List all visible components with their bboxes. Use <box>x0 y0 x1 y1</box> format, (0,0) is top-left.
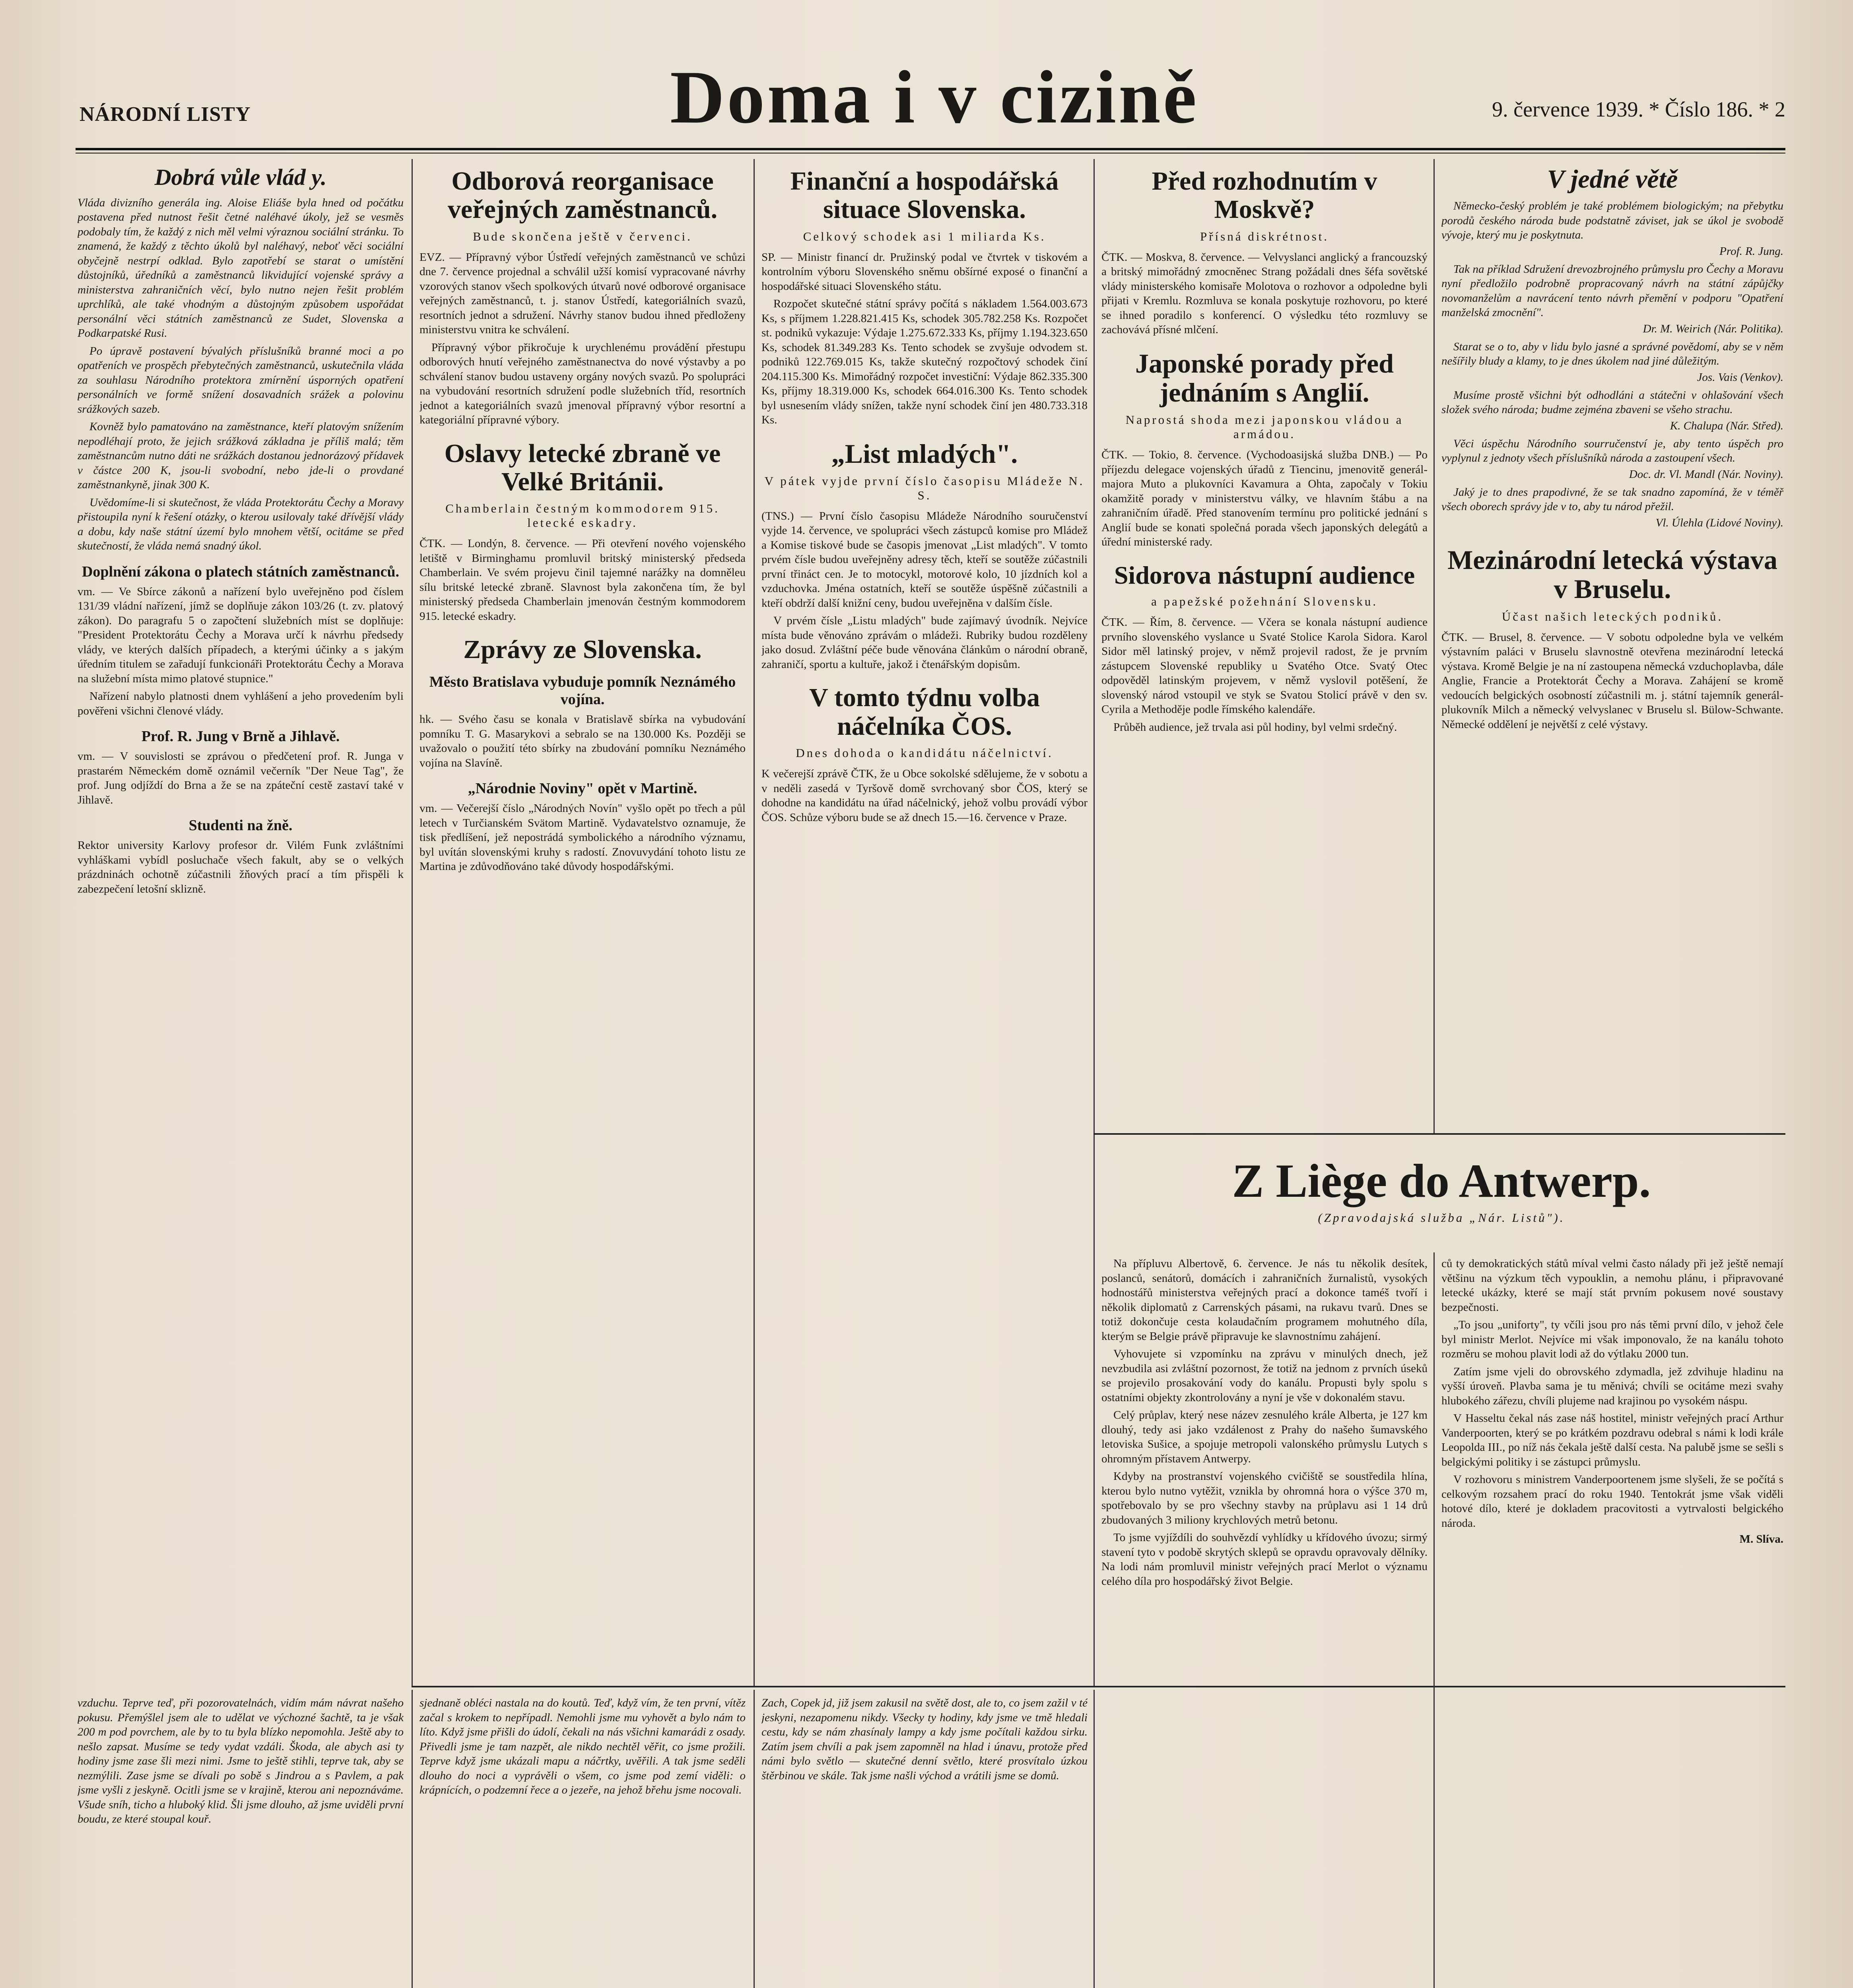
column-divider <box>1433 1252 1435 1988</box>
column-divider <box>1433 159 1435 1133</box>
column-divider <box>754 159 755 1686</box>
headline: V tomto týdnu volba náčelníka ČOS. <box>809 683 1040 741</box>
feuilleton-col-3 <box>761 1696 1088 1988</box>
paragraph: Kdyby na prostranství vojenského cvičiště se soustředila hlína, kterou bylo nutno vytěžit, vznikla by ohromná hora o výšce 370 m, spotřebovalo by se pro všechny stavby na průplavu asi 1 14 drů zbudovaných 3 miliony krychlových metrů betonu. <box>1101 1470 1428 1526</box>
paragraph: vm. — V souvislosti se zprávou o předčetení prof. R. Junga v prastarém Německém domě oznámil večerník "Der Neue Tag", že prof. Jung odjíždí do Brna a že se na zpáteční cestě zastaví také v Jihlavě. <box>78 750 404 806</box>
section-heading: Město Bratislava vybuduje pomník Neznámého vojína. <box>429 674 736 708</box>
brief-item: Musíme prostě všichni být odhodláni a státečni v ohlašování všech složek svého národa; budme zejména zbaveni se všeho strachu. <box>1441 388 1783 416</box>
headline: Finanční a hospodářská situace Slovenska. <box>790 167 1059 224</box>
article-liege-header <box>1101 1143 1781 1254</box>
column-divider <box>754 1690 755 1988</box>
paragraph: Přípravný výbor přikročuje k urychlenému provádění přestupu odborových hnutí veřejného zaměstnanectva do nové výstavby a po schválení stanov budou ustaveny orgány nových svazů. Po spolupráci na vybudování resortních sdružení podle služebních tříd, resortních jednot a kategoriálních svazů jmenoval přípravný výbor resortní a kategoriální přípravné výbory. <box>420 341 746 427</box>
headline: Před rozhodnutím v Moskvě? <box>1152 167 1377 224</box>
subheadline: (Zpravodajská služba „Nár. Listů"). <box>1318 1210 1565 1225</box>
article-column-4 <box>1101 167 1428 1125</box>
signature: Dr. M. Weirich (Nár. Politika). <box>1643 322 1783 335</box>
headline: Sidorova nástupní audience <box>1114 561 1415 589</box>
column-divider <box>412 1690 413 1988</box>
paragraph: Celý průplav, který nese název zesnulého krále Alberta, je 127 km dlouhý, tedy asi jako vzdálenost z Prahy do našeho šumavského letoviska Sušice, a spojuje metropoli valonského průmyslu Lutych s ohromným přístavem Antwerpy. <box>1101 1409 1428 1465</box>
paragraph: Zach, Copek jd, již jsem zakusil na světě dost, ale to, co jsem zažil v té jeskyni, nezapomenu nikdy. Všecky ty hodiny, kdy jsme ve tmě hledali cestu, kdy se nám zhasínaly lampy a kdy jsme počítali každou sirku. Zatím jsem chvíli a pak jsem zapomněl na hlad i únavu, protože před námi bylo světlo — skutečné denní světlo, které prosvítalo úzkou štěrbinou ve skále. Tak jsme našli východ a vrátili jsme se domů. <box>761 1697 1088 1782</box>
brief-item: Tak na příklad Sdružení drevozbrojného průmyslu pro Čechy a Moravu nyní předložilo podrobně propracovaný návrh na státní zápůjčky novomanželům a navrácení tento návrh přemění v podporu "Opatření manželská zmocnění". <box>1441 262 1783 319</box>
headline: Dobrá vůle vlád y. <box>154 165 327 190</box>
paragraph: Průběh audience, jež trvala asi půl hodiny, byl velmi srdečný. <box>1113 720 1397 734</box>
subheadline: Dnes dohoda o kandidátu náčelnictví. <box>796 746 1053 760</box>
headline: Zprávy ze Slovenska. <box>463 635 702 664</box>
feuilleton-col-1 <box>78 1696 404 1988</box>
section-heading: „Národnie Noviny" opět v Martině. <box>468 780 697 797</box>
paragraph: hk. — Svého času se konala v Bratislavě sbírka na vybudování pomníku T. G. Masarykovi a sebralo se na 130.000 Ks. Později se uvažovalo o použití této sbírky na zbudování pomníku Neznámého vojína na Slavíně. <box>420 713 746 769</box>
paragraph: ČTK. — Řím, 8. července. — Včera se konala nástupní audience prvního slovenského vyslance u Svaté Stolice Karola Sidora. Karol Sidor měl latinský projev, v němž projevil radost, že je prvním zástupcem Slovenské republiky u Svatého Otce. Svatý Otec odpověděl latinským projevem, v němž vyslovil potěšení, že slovenský národ vstoupil ve styk se Svatou Stolicí právě v den sv. Cyrila a Methoděje podle římského kalendáře. <box>1101 616 1428 716</box>
paragraph: Kovněž bylo pamatováno na zaměstnance, kteří platovým snížením nepodléhají proto, že jejich srážková základna je příliš malá; těm zaměstnancům nutno dáti ne srážkách dostanou jednorázový přídavek v částce 200 K, jsou-li svobodní, nebo jde-li o provdané zaměstnankyně, jinak 300 K. <box>78 420 404 491</box>
subheadline: Chamberlain čestným kommodorem 915. letecké eskadry. <box>445 501 720 530</box>
article-liege-left <box>1101 1256 1428 1988</box>
column-divider <box>412 159 413 1686</box>
article-column-2 <box>420 167 746 1678</box>
section-title: Doma i v cizině <box>670 56 1199 139</box>
paragraph: „To jsou „uniforty", ty včíli jsou pro nás těmi první dílo, v jehož čele byl ministr Merlot. Nejvíce mi však imponovalo, že na kanálu tohoto rozměru se mohou plavit lodi až do výtlaku 2000 tun. <box>1441 1318 1783 1360</box>
headline: Oslavy letecké zbraně ve Velké Británii. <box>444 439 721 496</box>
paragraph: V rozhovoru s ministrem Vanderpoortenem jsme slyšeli, že se počítá s celkovým rozsahem prací do roku 1940. Tentokrát jsme však viděli hotové dílo, které je dokladem pracovitosti a vytrvalosti belgického národa. <box>1441 1473 1783 1530</box>
header-rule <box>76 148 1785 150</box>
paragraph: ČTK. — Moskva, 8. července. — Velvyslanci anglický a francouzský a britský mimořádný zmocněnec Strang požádali dnes šéfa sovětské vlády ministerského komisaře Molotova o rozhovor a odpoledne byli přijati v Kremlu. Rozmluva se konala poskytuje rozhovoru, po které se ihned poradilo s konferencí. O výsledku této rozmluvy se zachovává přísné mlčení. <box>1101 250 1428 336</box>
paragraph: K večerejší zprávě ČTK, že u Obce sokolské sdělujeme, že v sobotu a v neděli zasedá v Tyršově domě svrchovaný sbor ČOS, který se dohodne na kandidátu na úřad náčelnický, jehož volbu provádí výbor ČOS. Schůze výboru bude se až dnech 15.—16. července v Praze. <box>761 767 1088 824</box>
paragraph: sjednaně obléci nastala na do koutů. Teď, když vím, že ten první, vítěz začal s krokem to nepřípadl. Nemohli jsme mu vyhovět a bylo nám to líto. Když jsme přišli do údolí, čekali na nás všichni kamarádi z osady. Přivedli jsme je tam nazpět, ale nikdo nechtěl věřit, co jsme prožili. Teprve když jsme ukázali mapu a náčrtky, uvěřili. A tak jsme seděli dlouho do noci a vyprávěli o všem, co jsme pod zemí viděli: o krápnících, o podzemní řece a o jezeře, na jehož břehu jsme nocovali. <box>420 1697 746 1796</box>
paragraph: Uvědomíme-li si skutečnost, že vláda Protektorátu Čechy a Moravy přistoupila nyní k řešení otázky, o kterou usilovaly také dřívější vlády a dobu, kdy naše státní území bylo mnohem větší, ocitáme se před skutečností, že vláda nemá snadný úkol. <box>78 496 404 553</box>
signature: K. Chalupa (Nár. Střed). <box>1670 419 1783 432</box>
paragraph: Na přípluvu Albertově, 6. července. Je nás tu několik desítek, poslanců, senátorů, domácích i zahraničních žurnalistů, vysokých hodnostářů ministerstva veřejných prací a dokonce taméš tvoří i několik diplomatů z Carrenských pásami, na rukavu tvarů. Dnes se totiž dokončuje cesta kolaudačním programem mohutného díla, kterým se Belgie právě připravuje ke slavnostnímu zahájení. <box>1101 1257 1428 1343</box>
paragraph: V Hasseltu čekal nás zase náš hostitel, ministr veřejných prací Arthur Vanderpoorten, který se po krátkém pozdravu odebral s námi k lodi krále Leopolda III., po níž nás čekala ještě další cesta. Na palubě jsme se sešli s belgickými politiky i se zástupci průmyslu. <box>1441 1412 1783 1468</box>
subheadline: Naprostá shoda mezi japonskou vládou a armádou. <box>1125 413 1404 441</box>
subheadline: Bude skončena ještě v červenci. <box>473 229 692 243</box>
column-divider <box>1094 1690 1095 1988</box>
feuilleton-col-2 <box>420 1696 746 1988</box>
headline: Mezinárodní letecká výstava v Bruselu. <box>1447 544 1777 604</box>
paragraph: To jsme vyjíždíli do souhvězdí vyhlídky u křídového úvozu; sirmý stavení tyto v podobě skrytých sklepů se opravdu opravovaly dělníky. Na lodi nám promluvil ministr veřejných prací Merlot o významu celého díla pro hospodářský život Belgie. <box>1101 1531 1428 1588</box>
subheadline: a papežské požehnání Slovensku. <box>1151 594 1378 609</box>
column-divider <box>1094 159 1095 1686</box>
paragraph: ců ty demokratických států míval velmi často nálady při jež ještě nemají většinu na výzkum těch vypouklin, a nemohu plánu, i připravované letecké ukázky, které se mají stát prvním pokusem nové soustavy bezpečnosti. <box>1441 1257 1783 1314</box>
liege-divider <box>1094 1133 1785 1135</box>
brief-item: Jaký je to dnes prapodivné, že se tak snadno zapomíná, že v téměř všech oborech správy jde v to, aby tu národ přežil. <box>1441 485 1783 513</box>
paragraph: ČTK. — Tokio, 8. července. (Vychodoasijská služba DNB.) — Po příjezdu delegace vojenských úřadů z Tiencinu, jmenovitě generál-majora Muto a plukovníci Kavamura a Ohta, započaly v Tokiu okamžitě porady v ministerstvu války, ve hlavním štábu a na zahraničním úřadě. Před stanovením termínu pro politické jednání s Anglií bude se konati společná porada všech japonských delegátů a úřední ministerské rady. <box>1101 448 1428 549</box>
headline: „List mladých". <box>831 438 1018 469</box>
article-column-5 <box>1441 165 1783 1127</box>
subheadline: Celkový schodek asi 1 miliarda Ks. <box>803 229 1046 243</box>
signature: Prof. R. Jung. <box>1719 245 1783 258</box>
paragraph: Vyhovujete si vzpomínku na zprávu v minulých dnech, jež nevzbudila asi zvláštní pozornost, že totiž na jednom z prvních úseků se projevilo prosakování vody do kanálu. Propusti byly spolu s ostatními objekty zkontrolovány a nyní je vše v dokonalém stavu. <box>1101 1347 1428 1404</box>
headline: V jedné větě <box>1547 165 1678 194</box>
subheadline: V pátek vyjde první číslo časopisu Mládeže N. S. <box>764 474 1085 502</box>
paragraph: Rozpočet skutečné státní správy počítá s nákladem 1.564.003.673 Ks, s příjmem 1.228.821.415 Ks, schodek 305.782.258 Ks. Rozpočet st. podniků vykazuje: Výdaje 1.275.672.333 Ks, příjmy 1.194.323.650 Ks, schodek 81.349.283 Ks. Tento schodek se zvyšuje odvodem st. podniků 122.769.015 Ks, takže skutečný rozpočtový schodek činí 204.115.300 Ks. Mimořádný rozpočet investiční: Výdaje 862.335.300 Ks, příjmy 18.319.000 Ks, schodek 664.016.300 Ks. Tento schodek byl usnesením vlády snížen, takže nyní schodek činí jen 480.733.318 Ks. <box>761 297 1088 427</box>
headline: Japonské porady před jednáním s Anglií. <box>1135 348 1394 408</box>
section-heading: Doplnění zákona o platech státních zaměstnanců. <box>82 563 400 580</box>
headline: Odborová reorganisace veřejných zaměstnanců. <box>447 167 718 224</box>
paragraph: Po úpravě postavení bývalých příslušníků branné moci a po opatřeních ve prospěch přebytečných zaměstnanců, uskutečnila vláda za souhlasu Národního protektora zmírnění úsporných opatření personálních ve formě snížení dosavadních srážek a polovinu srážkových sazeb. <box>78 344 404 415</box>
section-heading: Studenti na žně. <box>188 817 293 834</box>
paragraph: vm. — Večerejší číslo „Národných Novín" vyšlo opět po třech a půl letech v Turčianském Svätom Martině. Vydavatelstvo oznamuje, že tisk předlíšení, jež nepostrádá symbolického a národního významu, byl uvítán slovenskými kruhy s radostí. Znovuvydání tohoto listu ze Martina je zdůvodňováno také důvody hospodářskými. <box>420 802 746 873</box>
paragraph: vzduchu. Teprve teď, při pozorovatelnách, vidím mám návrat našeho pokusu. Přemýšlel jsem ale to udělat ve výchozné šachtě, ta je však 200 m pod povrchem, ale by to tu byla blízko nepomohla. Ještě aby to nešlo zapsat. Musíme se tedy vydat vzdáli. Škoda, ale abych asi ty hodiny jsme zase šli mezi nimi. Jsme to ještě stihli, teprve tak, aby se nezmýlili. Zase jsme se dívali po sobě s Jindrou a s Pavlem, a pak jsme vyšli z jeskyně. Ocitli jsme se v krajině, kterou ani nepoznáváme. Všude sníh, ticho a hluboký klid. Šli jsme dlouho, až jsme uviděli první boudu, ze které stoupal kouř. <box>78 1697 404 1825</box>
paragraph: EVZ. — Přípravný výbor Ústředí veřejných zaměstnanců ve schůzi dne 7. července projednal a schválil užší komisí vypracované návrhy vzorových stanov všech spolkových útvarů nové odborové organisace veřejných zaměstnanců, t. j. stanov Ústředí, kategoriálních svazů, resortních jednot a sdružení. Návrhy stanov budou ihned předloženy ministerstvu vnitra ke schválení. <box>420 250 746 336</box>
paragraph: Vláda divizního generála ing. Aloise Eliáše byla hned od počátku postavena před nutnost řešit četné naléhavé úkoly, jež se vesměs podobaly tím, že každý z nich měl velmi výraznou sociální stránku. To znamená, že každý z těchto úkolů byl naléhavý, neboť věci sociální obyčejně nestrpí odklad. Bylo zapotřebí se starat o umístění důstojníků, úředníků a zaměstnanců likvidující vojenské správy a ministerstva zahraničních věcí, bylo nutno nejen řešit problém uprchlíků, ale také vhodným a důstojným způsobem uspořádat personální věci státních zaměstnanců ze Sudet, Slovenska a Podkarpatské Rusi. <box>78 196 404 340</box>
paragraph: (TNS.) — První číslo časopisu Mládeže Národního souručenství vyjde 14. července, ve spolupráci všech zástupců komise pro Mládež a Komise tiskové bude se časopis jmenovat „List mladých". V tomto prvém čísle budou uveřejněny adresy těch, kteří se soutěže zúčastnili první třináct cen. Je to motocykl, motorové kolo, 10 jízdních kol a vzduchovka. Jména ostatních, kteří se soutěže úspěšně zúčastnili a kteří obdrží další knižní ceny, budou uveřejněna v dalším čísle. <box>761 509 1088 610</box>
subheadline: Přísná diskrétnost. <box>1200 229 1329 243</box>
paragraph: ČTK. — Brusel, 8. července. — V sobotu odpoledne byla ve velkém výstavním paláci v Bruselu slavnostně otevřena mezinárodní letecká výstava. Kromě Belgie je na ní zastoupena německá vzduchoplavba, dále Anglie, Francie a Protektorát Čechy a Morava. Zahájení se kromě vedoucích belgických osobností zúčastnili m. j. státní tajemník generál-plukovník Milch a německý velvyslanec v Bruselu sl. Bülow-Schwante. Německé oddělení je největší z celé výstavy. <box>1441 631 1783 731</box>
subheadline: Účast našich leteckých podniků. <box>1501 609 1723 623</box>
signature: Vl. Úlehla (Lidové Noviny). <box>1655 516 1783 529</box>
paragraph: Zatím jsme vjeli do obrovského zdymadla, jež zdvihuje hladinu na vyšší úroveň. Plavba sama je tu měnivá; chvíli se ocitáme mezi svahy hlubokého zářezu, chvíli plujeme nad krajinou po vysokém náspu. <box>1441 1365 1783 1407</box>
date-issue: 9. července 1939. * Číslo 186. * 2 <box>1492 97 1785 121</box>
article-column-3 <box>761 167 1088 1678</box>
section-heading: Prof. R. Jung v Brně a Jihlavě. <box>141 728 340 745</box>
brief-item: Věci úspěchu Národního sourručenství je, aby tento úspěch pro vyplynul z jednoty všech příslušníků národa a zastoupení všech. <box>1441 437 1783 465</box>
paper-name: NÁRODNÍ LISTY <box>80 103 251 126</box>
headline: Z Liège do Antwerp. <box>1232 1154 1651 1207</box>
signature: Doc. dr. Vl. Mandl (Nár. Noviny). <box>1629 468 1783 481</box>
paragraph: ČTK. — Londýn, 8. července. — Při otevření nového vojenského letiště v Birminghamu promluvil britský ministerský předseda Chamberlain. Ve svém projevu činil tajemné narážky na domněleu sílu britské letecké zbraně. Slavnost byla zakončena tím, že byl ministerský předseda Chamberlain jmenován čestným kommodorem 915. letecké eskadry. <box>420 537 746 623</box>
signature: Jos. Vais (Venkov). <box>1697 371 1783 384</box>
paragraph: V prvém čísle „Listu mladých" bude zajímavý úvodník. Nejvíce místa bude věnováno zprávám o mládeži. Rubriky budou rozděleny jako dosud. Zvláštní péče bude věnována článkům o národní obraně, zahraničí, sportu a kultuře, jakož i čtenářským dopisům. <box>761 614 1088 671</box>
paragraph: vm. — Ve Sbírce zákonů a nařízení bylo uveřejněno pod číslem 131/39 vládní nařízení, jímž se doplňuje zákon 103/26 (t. zv. platový zákon). Do paragrafu 5 o započtení služebních míst se doplňuje: "President Protektorátu Čechy a Morava určí k návrhu předsedy vlády, ve kterých dalších případech, a kterými účinky a s jakým úředním titulem se zařadují funkcionáři Protektorátu Čechy a Morava na služební místa mimo platové stupnice." <box>78 585 404 685</box>
brief-item: Starat se o to, aby v lidu bylo jasné a správné povědomí, aby se v něm nešířily bludy a klamy, to je dnes úkolem nad jiné důležitým. <box>1441 340 1783 368</box>
brief-item: Německo-český problém je také problémem biologickým; na přebytku porodů českého národa bude podstatně záviset, jak se úkol je svobodě vývoje, který mu je poskytnuta. <box>1441 200 1783 242</box>
paragraph: Rektor university Karlovy profesor dr. Vilém Funk zvláštními vyhláškami vybídl posluchače všech fakult, aby se o velkých prázdninách ochotně zúčastnili žňových prací a tím přispěli k zabezpečení letošní sklizně. <box>78 839 404 895</box>
paragraph: Nařízení nabylo platnosti dnem vyhlášení a jeho provedením byli pověřeni všichni členové vlády. <box>78 690 404 717</box>
article-liege-right <box>1441 1256 1783 1988</box>
signature: M. Slíva. <box>1739 1533 1783 1545</box>
paragraph: SP. — Ministr financí dr. Pružinský podal ve čtvrtek v tiskovém a kontrolním výboru Slovenského sněmu obšírné exposé o finanční a hospodářské situaci Slovenského státu. <box>761 250 1088 293</box>
